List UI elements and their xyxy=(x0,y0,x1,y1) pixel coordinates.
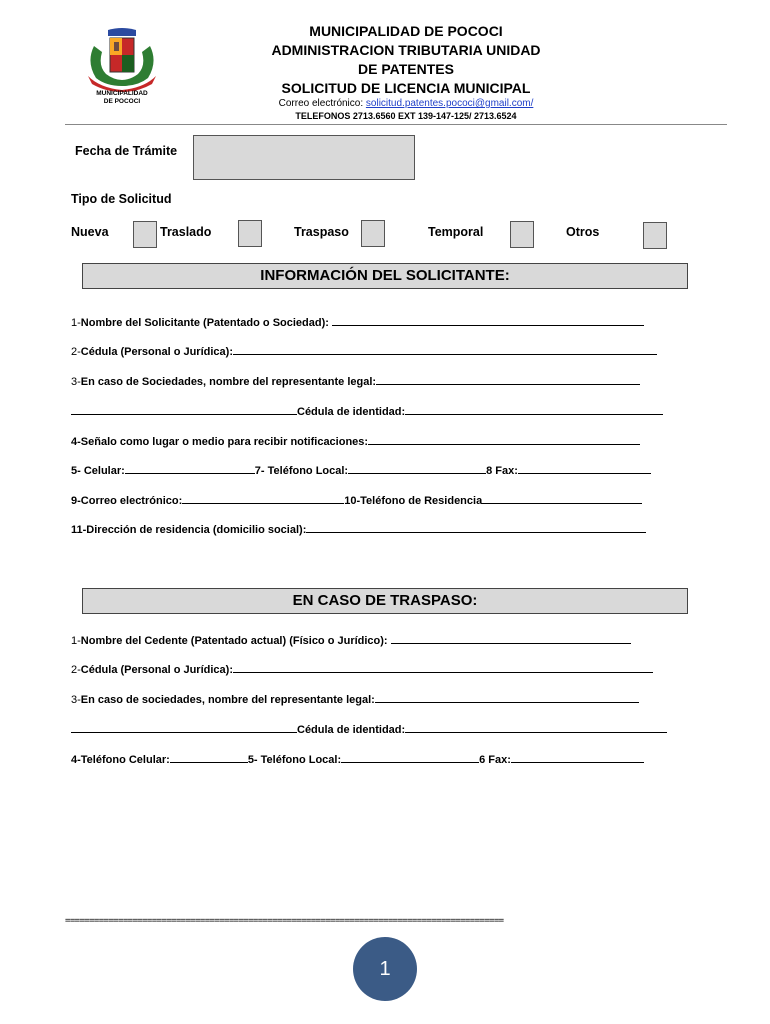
header-line3: DE PATENTES xyxy=(358,61,454,77)
section-solicitante-title: INFORMACIÓN DEL SOLICITANTE: xyxy=(82,263,688,289)
traspaso-field-6-label: 6 Fax: xyxy=(479,754,511,766)
solicitante-field-5-7-8[interactable] xyxy=(71,463,651,477)
tipo-temporal-label: Temporal xyxy=(428,225,484,239)
field-8-label: 8 Fax: xyxy=(486,465,518,477)
header-line4: SOLICITUD DE LICENCIA MUNICIPAL xyxy=(281,80,531,96)
header-divider xyxy=(65,124,727,125)
header-line2: ADMINISTRACION TRIBUTARIA UNIDAD xyxy=(271,42,541,58)
field-11-label: 11-Dirección de residencia (domicilio social): xyxy=(71,524,307,536)
header-email-line xyxy=(200,98,612,109)
tipo-nueva-label: Nueva xyxy=(71,225,109,239)
logo-text xyxy=(80,90,164,106)
traspaso-field-1-number: 1- xyxy=(71,635,81,647)
traspaso-field-3[interactable] xyxy=(71,692,639,706)
traspaso-field-2-label: Cédula (Personal o Jurídica): xyxy=(80,664,233,676)
field-1-number: 1- xyxy=(71,317,81,329)
tipo-traspaso-checkbox[interactable] xyxy=(361,220,385,247)
email-label: Correo electrónico: xyxy=(278,98,366,109)
field-3-label: En caso de Sociedades, nombre del representante legal: xyxy=(80,376,377,388)
solicitante-field-4[interactable] xyxy=(71,434,640,448)
field-3-number: 3- xyxy=(71,376,81,388)
solicitante-field-2[interactable] xyxy=(71,344,657,358)
tipo-nueva-checkbox[interactable] xyxy=(133,221,157,248)
traspaso-field-3-label: En caso de sociedades, nombre del representante legal: xyxy=(80,694,375,706)
fecha-input-box[interactable] xyxy=(193,135,415,180)
tipo-otros-checkbox[interactable] xyxy=(643,222,667,249)
municipal-logo xyxy=(80,26,164,110)
header-phones: TELEFONOS 2713.6560 EXT 139-147-125/ 2713.6524 xyxy=(295,111,517,121)
field-9-label: 9-Correo electrónico: xyxy=(71,495,183,507)
tipo-label: Tipo de Solicitud xyxy=(71,192,172,206)
tipo-traslado-label: Traslado xyxy=(160,225,212,239)
field-1-label: Nombre del Solicitante (Patentado o Sociedad): xyxy=(80,317,329,329)
section-traspaso-title: EN CASO DE TRASPASO: xyxy=(82,588,688,614)
solicitante-field-11[interactable] xyxy=(71,522,646,536)
traspaso-field-2-number: 2- xyxy=(71,664,81,676)
field-5-label: 5- Celular: xyxy=(71,465,125,477)
field-3b-label: Cédula de identidad: xyxy=(297,406,406,418)
tipo-traslado-checkbox[interactable] xyxy=(238,220,262,247)
traspaso-field-5-label: 5- Teléfono Local: xyxy=(247,754,342,766)
solicitante-field-3[interactable] xyxy=(71,374,640,388)
solicitante-field-3b[interactable] xyxy=(71,404,663,418)
solicitante-field-9-10[interactable] xyxy=(71,493,642,507)
tipo-otros-label: Otros xyxy=(566,225,600,239)
field-2-label: Cédula (Personal o Jurídica): xyxy=(80,346,233,358)
solicitante-field-1[interactable] xyxy=(71,315,644,329)
traspaso-field-2[interactable] xyxy=(71,662,653,676)
traspaso-field-3b[interactable] xyxy=(71,722,667,736)
traspaso-field-4-5-6[interactable] xyxy=(71,752,644,766)
header-line1: MUNICIPALIDAD DE POCOCI xyxy=(309,23,503,39)
email-link[interactable]: solicitud.patentes.pococi@gmail.com/ xyxy=(365,98,534,109)
bottom-separator: =========================================================================================== xyxy=(65,916,504,926)
coat-of-arms-icon xyxy=(80,26,164,92)
field-10-label: 10-Teléfono de Residencia xyxy=(344,495,483,507)
tipo-traspaso-label: Traspaso xyxy=(294,225,349,239)
field-7-label: 7- Teléfono Local: xyxy=(254,465,349,477)
page-number-badge: 1 xyxy=(353,937,417,1001)
traspaso-field-4-label: 4-Teléfono Celular: xyxy=(71,754,170,766)
logo-text-line1: MUNICIPALIDAD xyxy=(96,90,148,97)
logo-text-line2: DE POCOCI xyxy=(103,98,141,105)
traspaso-field-3-number: 3- xyxy=(71,694,81,706)
traspaso-field-3b-label: Cédula de identidad: xyxy=(297,724,406,736)
field-2-number: 2- xyxy=(71,346,81,358)
traspaso-field-1[interactable] xyxy=(71,633,631,647)
traspaso-field-1-label: Nombre del Cedente (Patentado actual) (Físico o Jurídico): xyxy=(80,635,388,647)
fecha-label: Fecha de Trámite xyxy=(75,144,178,158)
tipo-temporal-checkbox[interactable] xyxy=(510,221,534,248)
field-4-label: 4-Señalo como lugar o medio para recibir notificaciones: xyxy=(71,436,369,448)
